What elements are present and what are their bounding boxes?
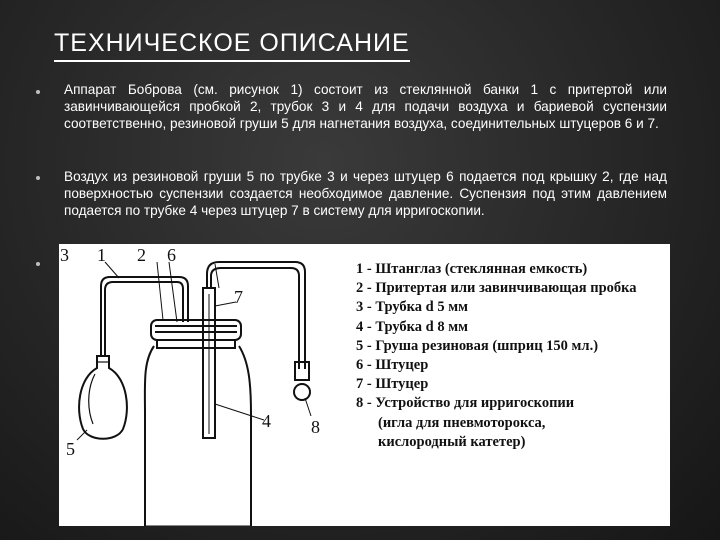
legend-item-continuation: (игла для пневмоторокса, [378,414,546,431]
legend-item: 4 - Трубка d 8 мм [356,318,468,335]
label-6: 6 [167,245,176,265]
bullet-marker [36,90,42,96]
legend-item: 8 - Устройство для ирригоскопии [356,395,575,412]
paragraph-description: Аппарат Боброва (см. рисунок 1) состоит из стеклянной банки 1 с притертой или завинчивающейся пробкой 2, трубок 3 и 4 для подачи воздуха и бариевой суспензии соответственно, резиновой груши 5 для нагнетания воздуха, соединительных штуцеров 6 и 7. [64,82,667,131]
legend-item: 6 - Штуцер [356,357,429,374]
label-2: 2 [137,245,146,265]
paragraph-operation: Воздух из резиновой груши 5 по трубке 3 и через штуцер 6 подается под крышку 2, где над поверхностью суспензии создается необходимое давление. Суспензия под этим давлением подается по трубке 4 через штуцер 7 в систему для ирригоскопии. [64,169,667,218]
apparatus-figure [59,244,670,526]
figure-legend [356,260,637,452]
label-4: 4 [262,411,271,431]
slide-title: ТЕХНИЧЕСКОЕ ОПИСАНИЕ [54,28,410,62]
bullet-marker [36,262,42,268]
label-3: 3 [60,245,69,265]
legend-item: 3 - Трубка d 5 мм [356,299,468,316]
label-5: 5 [66,439,75,459]
legend-item: 5 - Груша резиновая (шприц 150 мл.) [356,337,599,354]
bullet-marker [36,176,42,182]
legend-item-continuation: кислородный катетер) [378,433,526,450]
legend-item: 2 - Притертая или завинчивающая пробка [356,280,637,297]
label-8: 8 [311,417,320,437]
label-1: 1 [97,245,106,265]
legend-item: 1 - Штанглаз (стеклянная емкость) [356,261,588,277]
legend-item: 7 - Штуцер [356,376,429,393]
label-7: 7 [234,287,243,307]
